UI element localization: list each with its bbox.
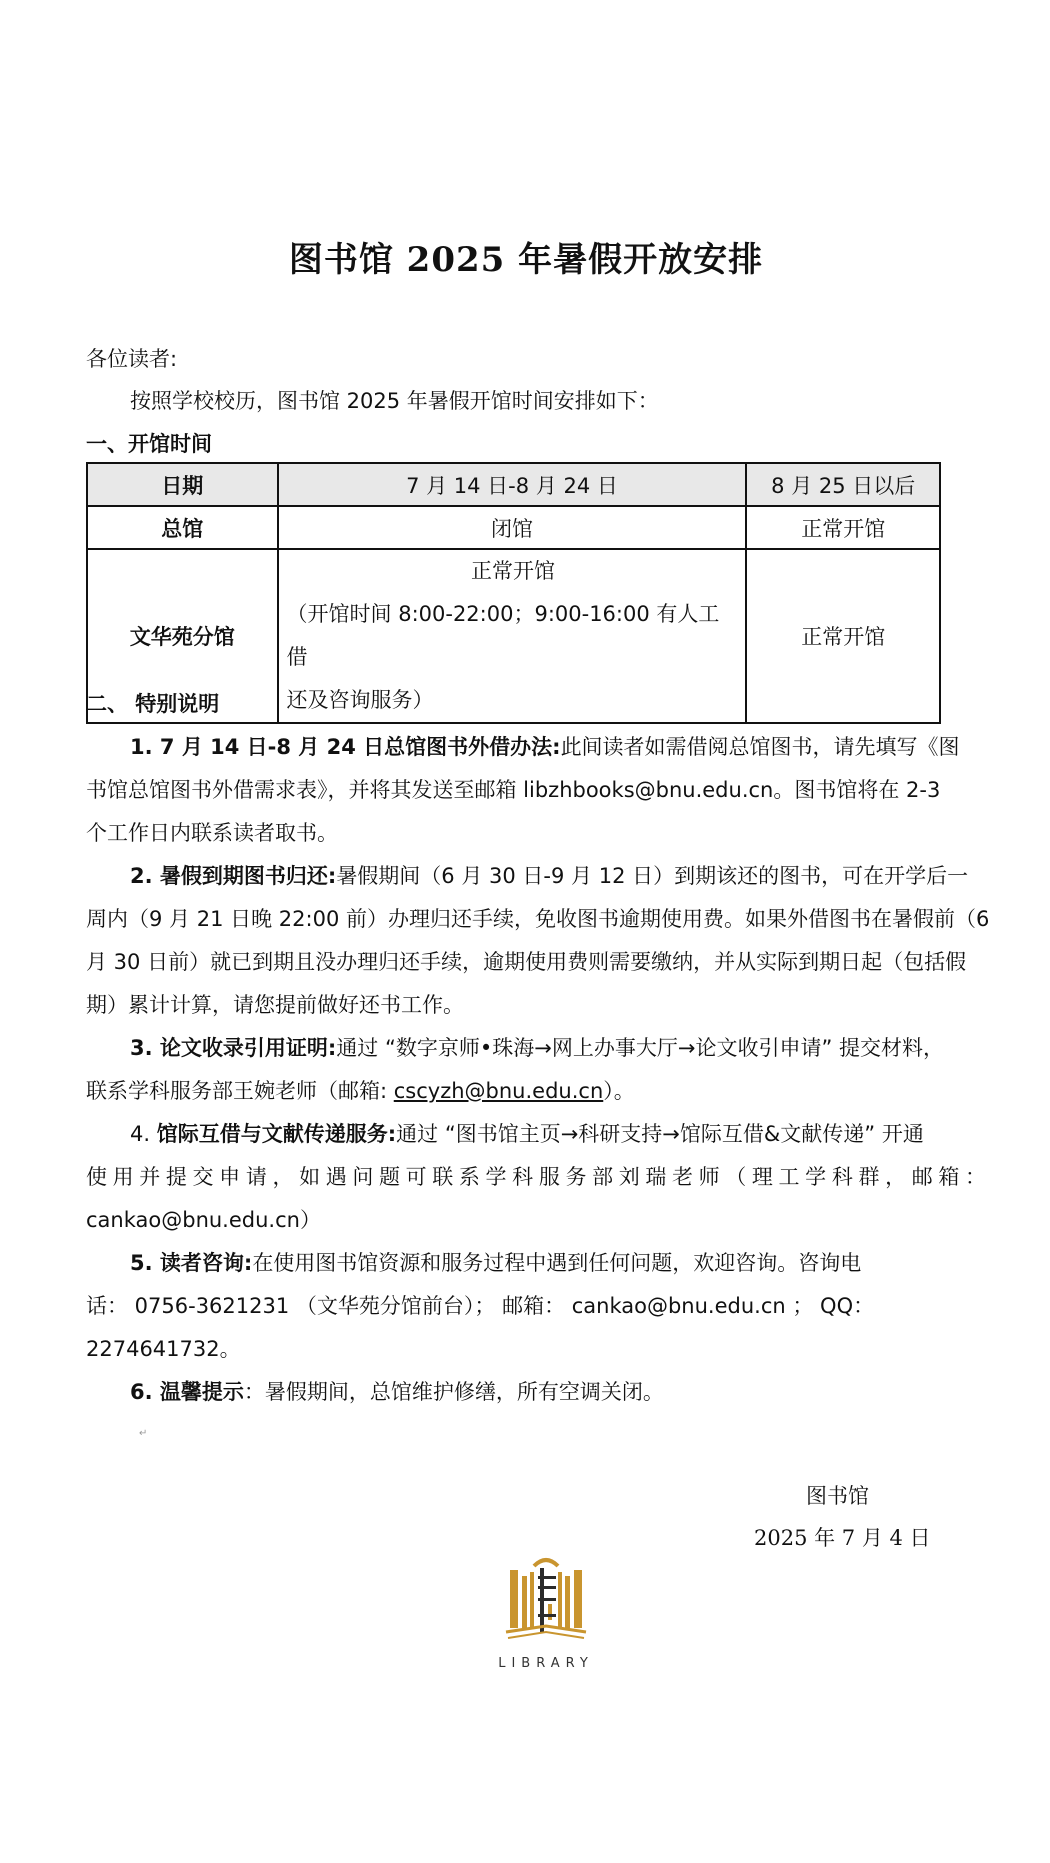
note-item-3-line2 — [86, 1076, 986, 1106]
section-heading-hours: 一、开馆时间 — [86, 432, 212, 456]
note-item-2-line3: 月 30 日前）就已到期且没办理归还手续，逾期使用费则需要缴纳，并从实际到期日起（包括假 — [86, 950, 967, 974]
note-item-3-line1 — [130, 1033, 986, 1063]
note-item-2-line4: 期）累计计算，请您提前做好还书工作。 — [86, 993, 464, 1017]
note-item-5-text: 在使用图书馆资源和服务过程中遇到任何问题，欢迎咨询。咨询电 — [252, 1251, 862, 1275]
table-header-period2: 8 月 25 日以后 — [746, 463, 940, 506]
library-logo-icon — [496, 1552, 596, 1652]
row-label-main-library: 总馆 — [87, 506, 278, 549]
note-item-5-line3: 2274641732。 — [86, 1337, 241, 1361]
branch-period1-line2: （开馆时间 8:00-22:00；9:00-16:00 有人工借 — [286, 602, 720, 669]
note-item-4-line1 — [130, 1119, 986, 1149]
signature-org: 图书馆 — [806, 1484, 869, 1508]
table-row — [87, 506, 940, 549]
table-header-period1: 7 月 14 日-8 月 24 日 — [278, 463, 747, 506]
branch-period1-line3: 还及咨询服务） — [286, 688, 434, 712]
main-library-period1: 闭馆 — [278, 506, 747, 549]
note-item-1-lead: 1. 7 月 14 日-8 月 24 日总馆图书外借办法: — [130, 735, 561, 759]
note-item-3-lead: 3. 论文收录引用证明: — [130, 1036, 337, 1060]
note-item-6-lead: 6. 温馨提示 — [130, 1380, 244, 1404]
signature-date: 2025 年 7 月 4 日 — [754, 1526, 931, 1550]
note-item-2-line1 — [130, 861, 986, 891]
paragraph-mark: ↵ — [139, 1428, 148, 1439]
section-heading-notes: 二、 特别说明 — [86, 692, 220, 716]
table-header-row — [87, 463, 940, 506]
library-logo — [496, 1552, 596, 1677]
email-link-cscyzh[interactable]: cscyzh@bnu.edu.cn — [393, 1079, 604, 1103]
note-item-5-line2: 话： 0756-3621231 （文华苑分馆前台）； 邮箱： cankao@bnu.edu.cn ； QQ： — [86, 1294, 875, 1318]
branch-library-period2: 正常开馆 — [746, 549, 940, 723]
note-item-3-contact: 联系学科服务部王婉老师（邮箱: — [86, 1079, 394, 1103]
logo-text: LIBRARY — [498, 1656, 594, 1671]
greeting: 各位读者: — [86, 347, 178, 371]
note-item-5-line1 — [130, 1248, 986, 1278]
note-item-2-text: 暑假期间（6 月 30 日-9 月 12 日）到期该还的图书，可在开学后一 — [336, 864, 969, 888]
note-item-5-lead: 5. 读者咨询: — [130, 1251, 253, 1275]
note-item-1-text: 此间读者如需借阅总馆图书，请先填写《图 — [560, 735, 960, 759]
opening-hours-table — [86, 462, 941, 724]
note-item-1-line1 — [130, 732, 986, 762]
note-item-2-line2: 周内（9 月 21 日晚 22:00 前）办理归还手续，免收图书逾期使用费。如果外借图书在暑假前（6 — [86, 907, 990, 931]
document-title: 图书馆 2025 年暑假开放安排 — [288, 240, 764, 280]
note-item-4-lead: 馆际互借与文献传递服务: — [156, 1122, 397, 1146]
branch-period1-line1: 正常开馆 — [470, 559, 555, 583]
note-item-4-line3: cankao@bnu.edu.cn） — [86, 1208, 321, 1232]
note-item-4-num: 4. — [130, 1122, 151, 1146]
note-item-3-suffix: ）。 — [603, 1079, 635, 1103]
note-item-6-line1 — [130, 1377, 986, 1407]
note-item-4-line2: 使用并提交申请，如遇问题可联系学科服务部刘瑞老师（理工学科群，邮箱： — [86, 1165, 986, 1189]
note-item-4-text: 通过 “图书馆主页→科研支持→馆际互借&文献传递” 开通 — [396, 1122, 924, 1146]
note-item-2-lead: 2. 暑假到期图书归还: — [130, 864, 337, 888]
note-item-6-text: ：暑假期间，总馆维护修缮，所有空调关闭。 — [243, 1380, 664, 1404]
table-header-date: 日期 — [87, 463, 278, 506]
main-library-period2: 正常开馆 — [746, 506, 940, 549]
row-label-branch-library: 文华苑分馆 — [87, 549, 278, 723]
note-item-1-line2: 书馆总馆图书外借需求表》，并将其发送至邮箱 libzhbooks@bnu.edu.cn。图书馆将在 2-3 — [86, 778, 941, 802]
intro-paragraph: 按照学校校历，图书馆 2025 年暑假开馆时间安排如下： — [130, 389, 659, 413]
note-item-3-text: 通过 “数字京师•珠海→网上办事大厅→论文收引申请” 提交材料， — [336, 1036, 944, 1060]
note-item-1-line3: 个工作日内联系读者取书。 — [86, 821, 338, 845]
